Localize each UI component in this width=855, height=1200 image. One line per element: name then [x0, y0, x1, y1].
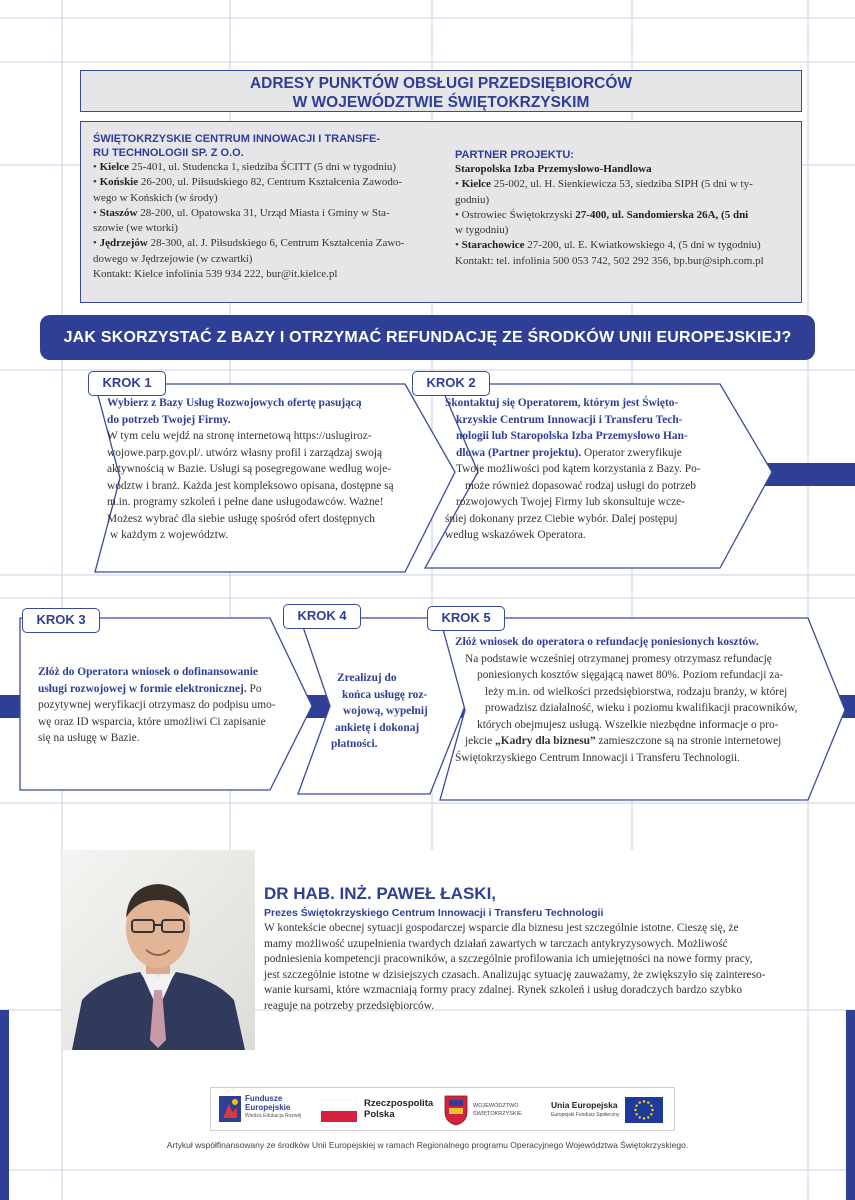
step2-line: Twoje możliwości pod kątem korzystania z Bazy. Po-: [456, 463, 701, 475]
steps-banner: JAK SKORZYSTAĆ Z BAZY I OTRZYMAĆ REFUNDACJĘ ZE ŚRODKÓW UNII EUROPEJSKIEJ?: [40, 315, 815, 360]
partner-contact: Kontakt: tel. infolinia 500 053 742, 502 292 356, bp.bur@siph.com.pl: [455, 254, 764, 267]
step4-text: [325, 670, 455, 753]
footer-note: Artykuł współfinansowany ze środków Unii Europejskiej w ramach Regionalnego programu Operacyjnego Województwa Świętokrzyskiego.: [166, 1140, 689, 1150]
step1-line: aktywnością w Bazie. Usługi są posegregowane według woje-: [107, 463, 392, 475]
funding-logos: [210, 1087, 675, 1131]
step3-line: wę oraz ID wsparcia, które umożliwi Ci zapisanie: [38, 715, 266, 728]
scitt-name-2: RU TECHNOLOGII SP. Z O.O.: [93, 147, 244, 159]
step4-line: wojową, wypełnij: [343, 705, 428, 717]
step1-lead: do potrzeb Twojej Firmy.: [107, 413, 231, 426]
address-item-cont: szowie (we wtorki): [93, 222, 178, 235]
step3-line: usługi rozwojowej w formie elektronicznej. Po: [38, 682, 262, 695]
step2-line: może również dopasować rodzaj usługi do potrzeb: [465, 479, 696, 492]
address-item-cont: wego w Końskich (w środy): [93, 191, 218, 204]
scitt-contact: Kontakt: Kielce infolinia 539 934 222, bur@it.kielce.pl: [93, 268, 338, 281]
partner-heading: PARTNER PROJEKTU:: [455, 149, 574, 161]
woj-line2: ŚWIĘTOKRZYSKIE: [473, 1111, 522, 1117]
bio-line: mamy możliwość uzupełnienia twardych działań zawartych w tarczach antykryzysowych. Możliwość: [264, 937, 728, 950]
step1-line: wództw i branż. Każda jest kompleksowo opisana, dostępne są: [107, 479, 394, 492]
bio-line: reaguje na potrzeby przedsiębiorców.: [264, 999, 435, 1012]
step3-line: pozytywnej weryfikacji otrzymasz do podpisu umo-: [38, 699, 276, 711]
step4-line: ankietę i dokonaj: [335, 721, 420, 734]
step2-line: śniej dokonany przez Ciebie wybór. Dalej postępuj: [445, 512, 678, 525]
bio-role: Prezes Świętokrzyskiego Centrum Innowacji i Transferu Technologii: [264, 907, 604, 919]
step5-line: Świętokrzyskiego Centrum Innowacji i Transferu Technologii.: [455, 751, 740, 764]
address-item-cont: dowego w Jędrzejowie (w czwartki): [93, 252, 253, 265]
step5-line: Na podstawie wcześniej otrzymanej promesy otrzymasz refundację: [465, 652, 772, 665]
scitt-name-1: ŚWIĘTOKRZYSKIE CENTRUM INNOWACJI I TRANSFE-: [93, 133, 381, 145]
step2-line: według wskazówek Operatora.: [445, 529, 586, 541]
step2-lead: Skontaktuj się Operatorem, którym jest Święto-: [445, 397, 679, 409]
step5-line: poniesionych kosztów sięgającą nawet 80%. Poziom refundacji za-: [477, 669, 784, 681]
woj-line1: WOJEWÓDZTWO: [473, 1103, 519, 1109]
step2-lead: krzyskie Centrum Innowacji i Transferu Tech-: [456, 413, 683, 426]
step5-lead: Złóż wniosek do operatora o refundację poniesionych kosztów.: [455, 636, 759, 648]
step2-line: dlowa (Partner projektu). Operator zweryfikuje: [456, 446, 682, 459]
address-item: • Staszów 28-200, ul. Opatowska 31, Urząd Miasta i Gminy w Sta-: [93, 206, 390, 219]
step5-line: prowadzisz działalność, wieku i poziomu kwalifikacji pracowników,: [485, 702, 798, 714]
step4-line: płatności.: [331, 738, 378, 750]
address-item: • Kielce 25-401, ul. Studencka 1, siedziba ŚCITT (5 dni w tygodniu): [93, 161, 397, 173]
step2-lead: nologii lub Staropolska Izba Przemysłowo Han-: [456, 430, 688, 442]
address-item: • Kielce 25-002, ul. H. Sienkiewicza 53, siedziba SIPH (5 dni w ty-: [455, 178, 753, 191]
step1-label: KROK 1: [88, 371, 166, 396]
step4-line: Zrealizuj do: [337, 672, 397, 684]
eu-flag-icon: [625, 1097, 663, 1123]
step3-label: KROK 3: [22, 608, 100, 633]
address-item-cont: godniu): [455, 193, 490, 206]
rp-line2: Polska: [364, 1109, 395, 1120]
step2-text: [445, 395, 765, 544]
step5-line: leży m.in. od wielkości przedsiębiorstwa, rodzaju branży, w której: [485, 685, 788, 698]
step5-line: jekcie „Kadry dla biznesu” zamieszczone są na stronie internetowej: [465, 735, 782, 747]
bio-line: W kontekście obecnej sytuacji gospodarczej wsparcie dla biznesu jest szczególnie istotne. Cieszę się, że: [264, 922, 739, 934]
bio-line: wanie kursami, które wzmacniają formy pracy zdalnej. Rynek szkoleń i usług doradczych bardzo szybko: [264, 984, 743, 996]
bio-name: DR HAB. INŻ. PAWEŁ ŁASKI,: [264, 884, 497, 903]
step2-line: rozwojowych Twojej Firmy lub skonsultuje wcze-: [456, 496, 685, 508]
swietokrzyskie-crest-icon: [443, 1094, 469, 1126]
bio-line: podniesienia kompetencji pracowników, a szczególnie profilowania ich umiejętności na nowe formy pracy,: [264, 953, 753, 965]
step3-line: się na usługę w Bazie.: [38, 732, 140, 744]
address-item: • Starachowice 27-200, ul. E. Kwiatkowskiego 4, (5 dni w tygodniu): [455, 239, 761, 252]
fundusze-logo-icon: [219, 1096, 241, 1122]
title-line-1: ADRESY PUNKTÓW OBSŁUGI PRZEDSIĘBIORCÓW: [249, 75, 633, 92]
step1-lead: Wybierz z Bazy Usług Rozwojowych ofertę pasującą: [107, 397, 362, 409]
ue-line1: Unia Europejska: [551, 1100, 618, 1110]
step2-label: KROK 2: [412, 371, 490, 396]
step5-label: KROK 5: [427, 606, 505, 631]
step5-text: [455, 634, 825, 766]
step1-line: W tym celu wejdź na stronę internetową https://uslugiroz-: [107, 430, 372, 442]
address-item: • Końskie 26-200, ul. Piłsudskiego 82, Centrum Kształcenia Zawodo-: [93, 176, 403, 189]
step5-line: których obejmujesz usługą. Wszelkie niezbędne informacje o pro-: [477, 718, 779, 731]
step1-line: m.in. programy szkoleń i pełne dane usługodawców. Ważne!: [107, 496, 384, 508]
bio-line: jest szczególnie istotne w dzisiejszych czasach. Analizując sytuację zauważamy, że zwiększyło się zaintereso-: [264, 968, 766, 981]
step4-label: KROK 4: [283, 604, 361, 629]
address-item: • Ostrowiec Świętokrzyski 27-400, ul. Sandomierska 26A, (5 dni: [455, 208, 749, 221]
title-line-2: W WOJEWÓDZTWIE ŚWIĘTOKRZYSKIM: [292, 94, 590, 111]
step1-line: wojowe.parp.gov.pl/. utwórz własny profil i zarządzaj swoją: [107, 446, 383, 459]
portrait-photo: [62, 850, 255, 1050]
step3-text: [38, 664, 313, 747]
fe-line3: Wiedza Edukacja Rozwój: [245, 1113, 302, 1119]
partner-name: Staropolska Izba Przemysłowo-Handlowa: [455, 163, 652, 175]
address-item-cont: w tygodniu): [455, 224, 509, 237]
step1-line: Możesz wybrać dla siebie usługę spośród ofert dostępnych: [107, 512, 375, 525]
rp-line1: Rzeczpospolita: [364, 1098, 434, 1109]
step1-text: [107, 395, 437, 544]
ue-line2: Europejski Fundusz Społeczny: [551, 1112, 620, 1118]
step1-line: w każdym z województw.: [110, 529, 229, 541]
address-item: • Jędrzejów 28-300, al. J. Piłsudskiego 6, Centrum Kształcenia Zawo-: [93, 237, 405, 250]
step3-lead: Złóż do Operatora wniosek o dofinansowanie: [38, 666, 258, 678]
bio-text: [264, 921, 824, 1014]
fe-line1: Fundusze: [245, 1094, 283, 1103]
polish-flag-icon: [321, 1100, 357, 1122]
fe-line2: Europejskie: [245, 1103, 291, 1112]
step4-line: końca usługę roz-: [342, 688, 428, 701]
